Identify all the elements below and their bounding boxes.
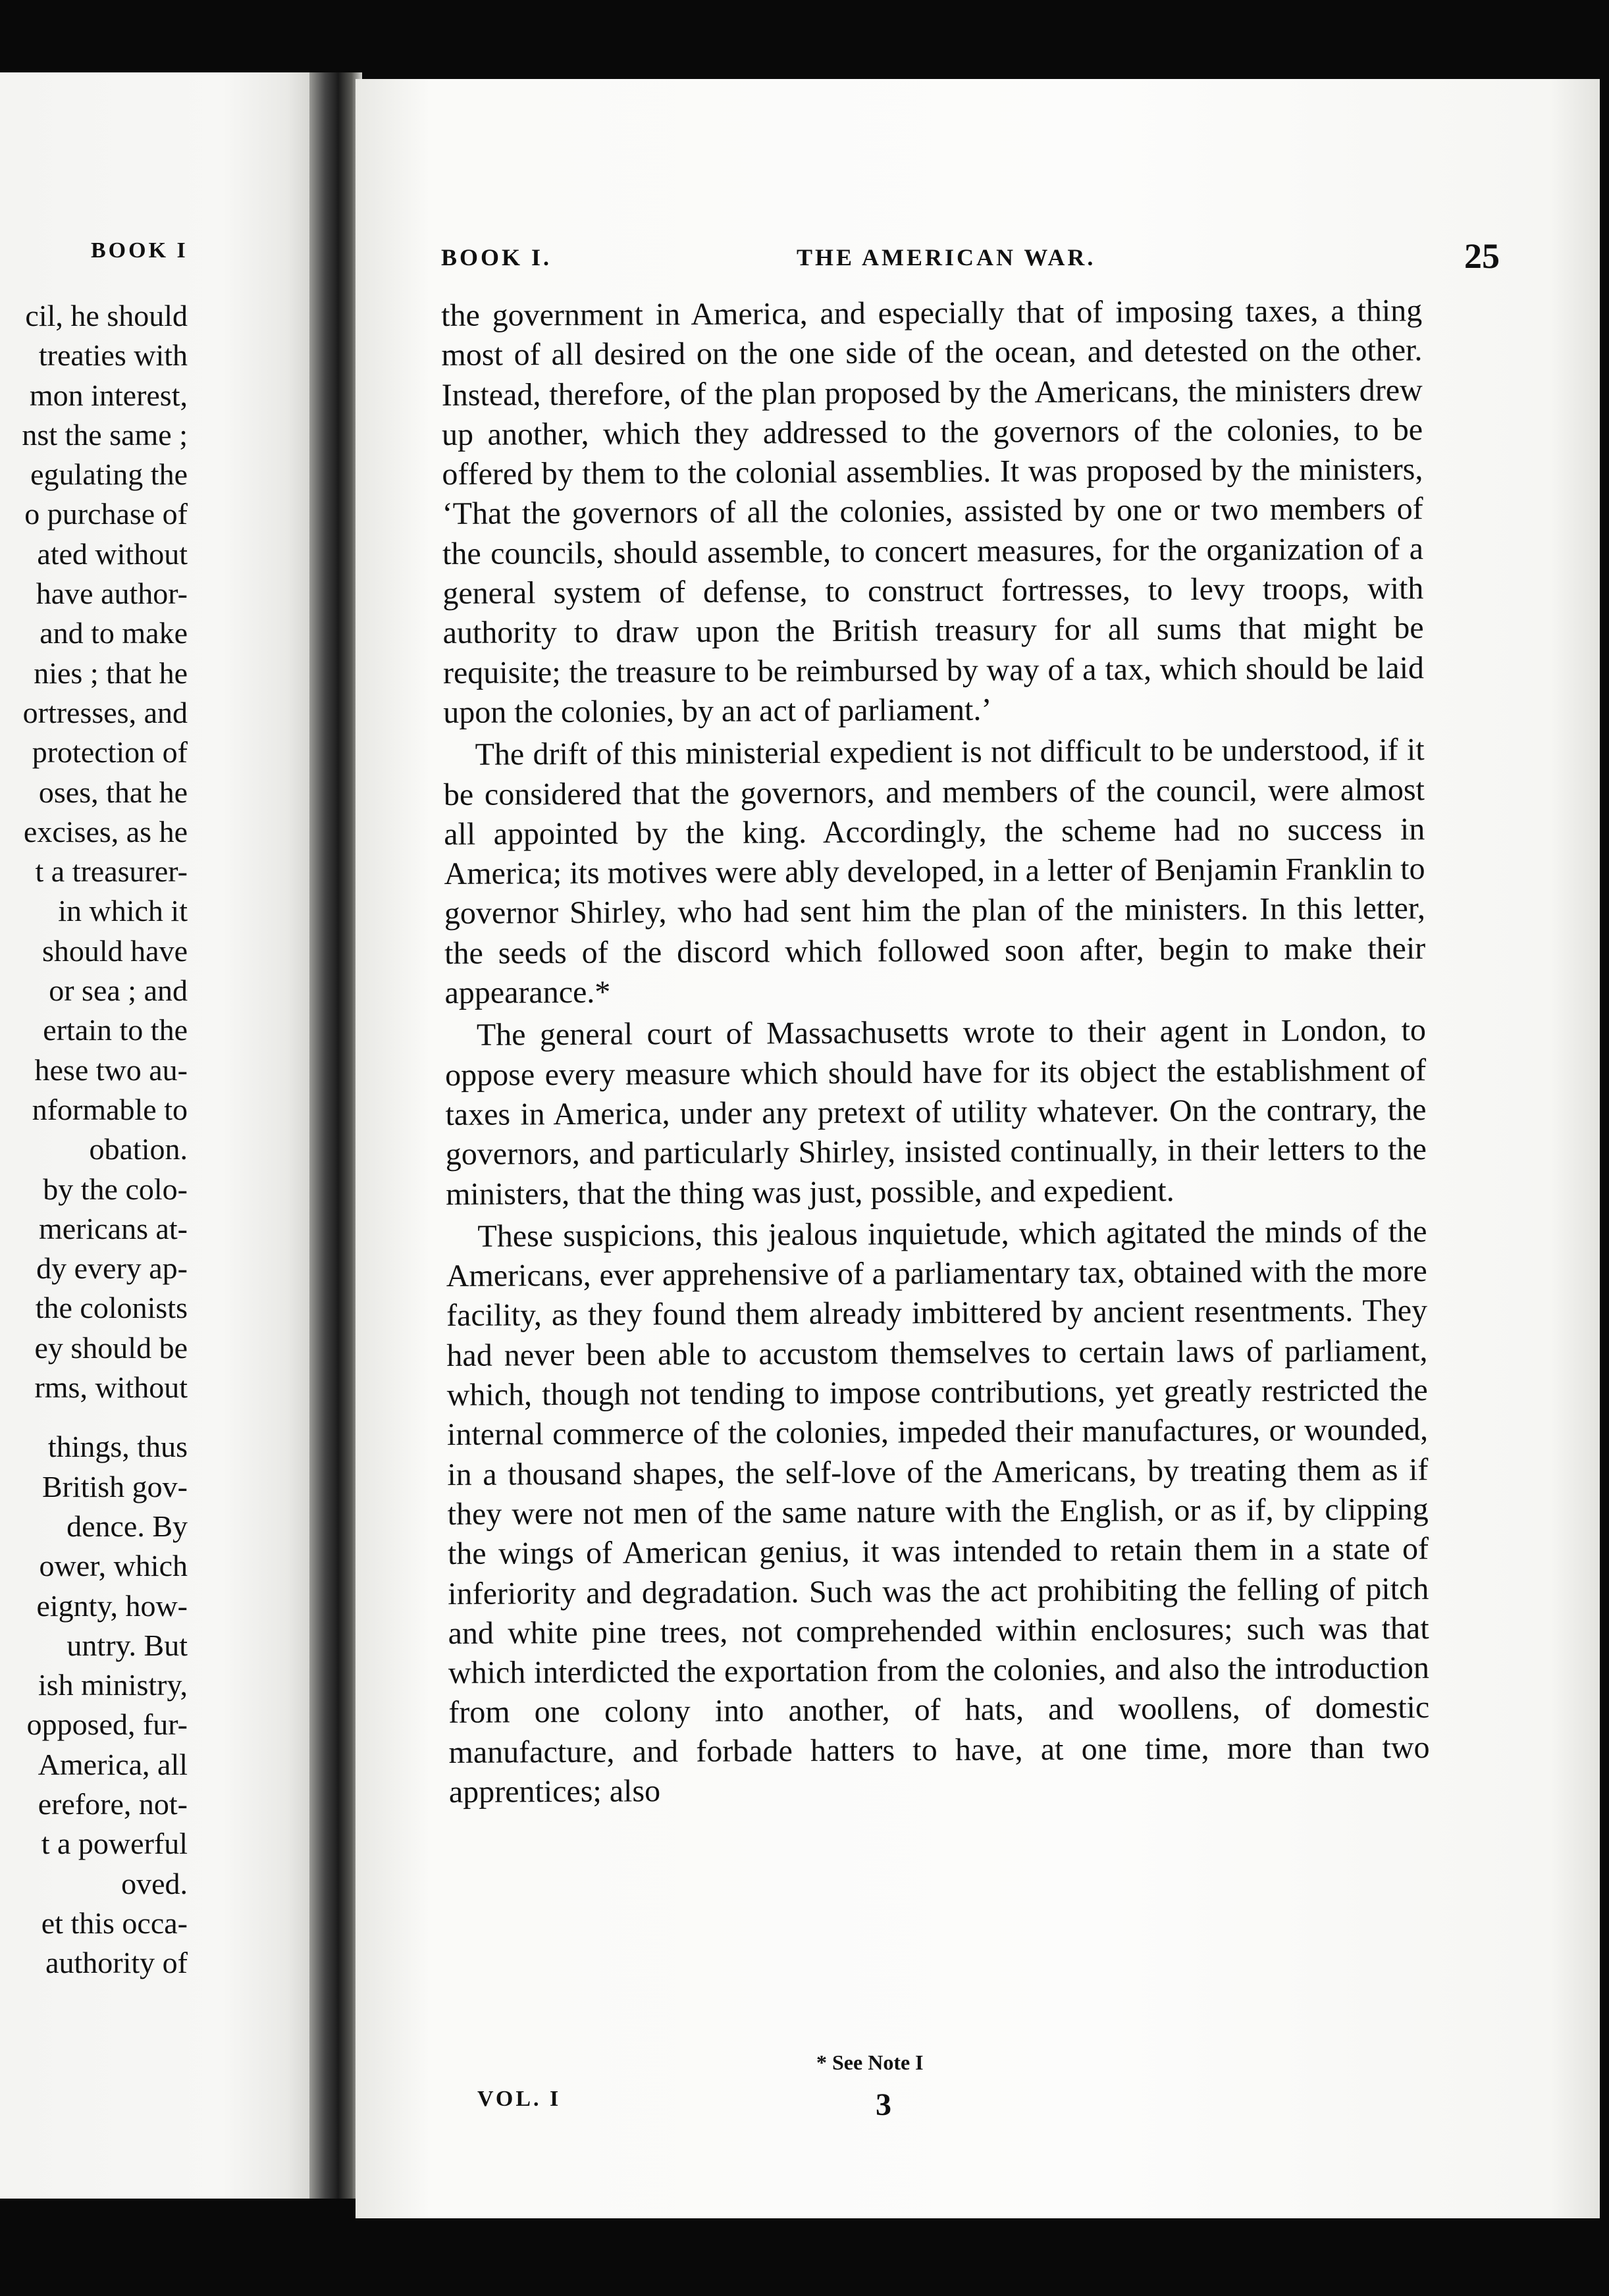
left-page-line: egulating the <box>30 457 188 492</box>
left-page-line: obation. <box>89 1132 188 1166</box>
left-page-line: ower, which <box>39 1549 188 1583</box>
left-page-line: and to make <box>40 616 188 650</box>
left-page-line: or sea ; and <box>49 974 188 1008</box>
left-running-head: BOOK I <box>91 238 188 263</box>
left-page-line: ortresses, and <box>22 695 188 729</box>
left-page-line: dence. By <box>66 1509 188 1543</box>
left-page-line: ertain to the <box>43 1013 188 1047</box>
paragraph: The general court of Massachusetts wrote to their agent in London, to oppose every measure which should have for its object the establishment of taxes in America, under any pretext of utility whatever. On the contrary, the governors, and particularly Shirley, insisted continually, in their letters to the ministers, that the thing was just, possible, and expedient. <box>445 1012 1427 1212</box>
paragraph: the government in America, and especially that of imposing taxes, a thing most of all desired on the one side of the ocean, and detested on the other. Instead, therefore, of the plan proposed by the Americans, the ministers drew up another, which they addressed to the governors of the colonies, to be offered by them to the colonial assemblies. It was proposed by the ministers, ‘That the governors of all the colonies, assisted by one or two members of the councils, should assemble, to concert measures, for the organization of a general system of defense, to construct fortresses, to levy troops, with authority to draw upon the British treasury for all sums that might be requisite; the treasure to be reimbursed by way of a tax, which should be laid upon the colonies, by an act of parliament.’ <box>441 293 1425 730</box>
left-page-line: nies ; that he <box>34 656 188 690</box>
left-page-line: o purchase of <box>24 497 188 531</box>
left-page-text <box>0 296 188 1983</box>
left-page-line: rms, without <box>34 1370 188 1405</box>
left-page-line: cil, he should <box>25 299 188 332</box>
left-page-line: dy every ap- <box>36 1251 188 1286</box>
book-gutter <box>309 72 362 2199</box>
left-page-line: t a powerful <box>41 1827 188 1861</box>
left-page-line: ated without <box>37 536 188 571</box>
left-page-line: nst the same ; <box>22 417 188 452</box>
left-page-line: oved. <box>121 1866 188 1900</box>
left-page <box>0 72 319 2199</box>
left-page-line: hese two au- <box>34 1053 188 1087</box>
left-page-line: things, thus <box>47 1430 188 1464</box>
left-page-line: ish ministry, <box>38 1668 188 1702</box>
left-page-line: opposed, fur- <box>26 1708 188 1742</box>
left-page-line: protection of <box>32 735 188 770</box>
left-page-line: eignty, how- <box>36 1588 188 1623</box>
left-page-line: excises, as he <box>23 814 188 848</box>
left-page-line: in which it <box>58 894 188 928</box>
left-page-line: nformable to <box>32 1092 188 1126</box>
left-page-line: et this occa- <box>41 1906 188 1940</box>
left-page-line: treaties with <box>38 338 188 373</box>
left-page-line: erefore, not- <box>38 1787 188 1821</box>
footnote: * See Note I <box>816 2050 924 2074</box>
left-page-line: mericans at- <box>38 1211 188 1245</box>
left-page-line: by the colo- <box>43 1172 188 1206</box>
running-head-book: BOOK I. <box>441 244 552 271</box>
signature-volume: VOL. I <box>477 2087 562 2111</box>
page-number: 25 <box>1464 236 1500 276</box>
left-page-line: British gov- <box>41 1469 188 1503</box>
left-page-line: mon interest, <box>29 378 188 412</box>
right-page <box>356 79 1600 2218</box>
body-text <box>441 291 1430 1812</box>
left-page-line <box>0 1407 188 1427</box>
left-page-line: t a treasurer- <box>35 854 188 889</box>
paragraph: The drift of this ministerial expedient is not difficult to be understood, if it be considered that the governors, and members of the council, were almost all appointed by the king. Accordingly, the scheme had no success in America; its motives were ably developed, in a letter of Benjamin Franklin to governor Shirley, who had sent him the plan of the ministers. In this letter, the seeds of the discord which followed soon after, begin to make their appearance.* <box>443 732 1426 1011</box>
left-page-line: have author- <box>36 577 188 611</box>
running-head-title: THE AMERICAN WAR. <box>797 244 1096 271</box>
signature-number: 3 <box>876 2087 891 2122</box>
left-page-line: authority of <box>45 1946 188 1980</box>
left-page-line: should have <box>41 933 188 968</box>
left-page-line: untry. But <box>66 1628 188 1662</box>
left-page-line: ey should be <box>34 1330 188 1365</box>
left-page-line: the colonists <box>35 1291 188 1325</box>
running-head <box>441 236 1500 283</box>
left-page-line: oses, that he <box>38 775 188 809</box>
paragraph: These suspicions, this jealous inquietude, which agitated the minds of the Americans, ever apprehensive of a parliamentary tax, obtained with the more facility, as they found them already imbittered by ancient resentments. They had never been able to accustom themselves to certain laws of parliament, which, though not tending to impose contributions, yet greatly restricted the internal commerce of the colonies, impeded their manufactures, or wounded, in a thousand shapes, the self-love of the Americans, by treating them as if they were not men of the same nature with the English, or as if, by clipping the wings of American genius, it was intended to retain them in a state of inferiority and degradation. Such was the act prohibiting the felling of pitch and white pine trees, not comprehended within enclosures; such was that which interdicted the exportation from the colonies, and also the introduction from one colony into another, of hats, and woollens, of domestic manufacture, and forbade hatters to have, at one time, more than two apprentices; also <box>446 1214 1430 1810</box>
left-page-line: America, all <box>38 1747 188 1781</box>
